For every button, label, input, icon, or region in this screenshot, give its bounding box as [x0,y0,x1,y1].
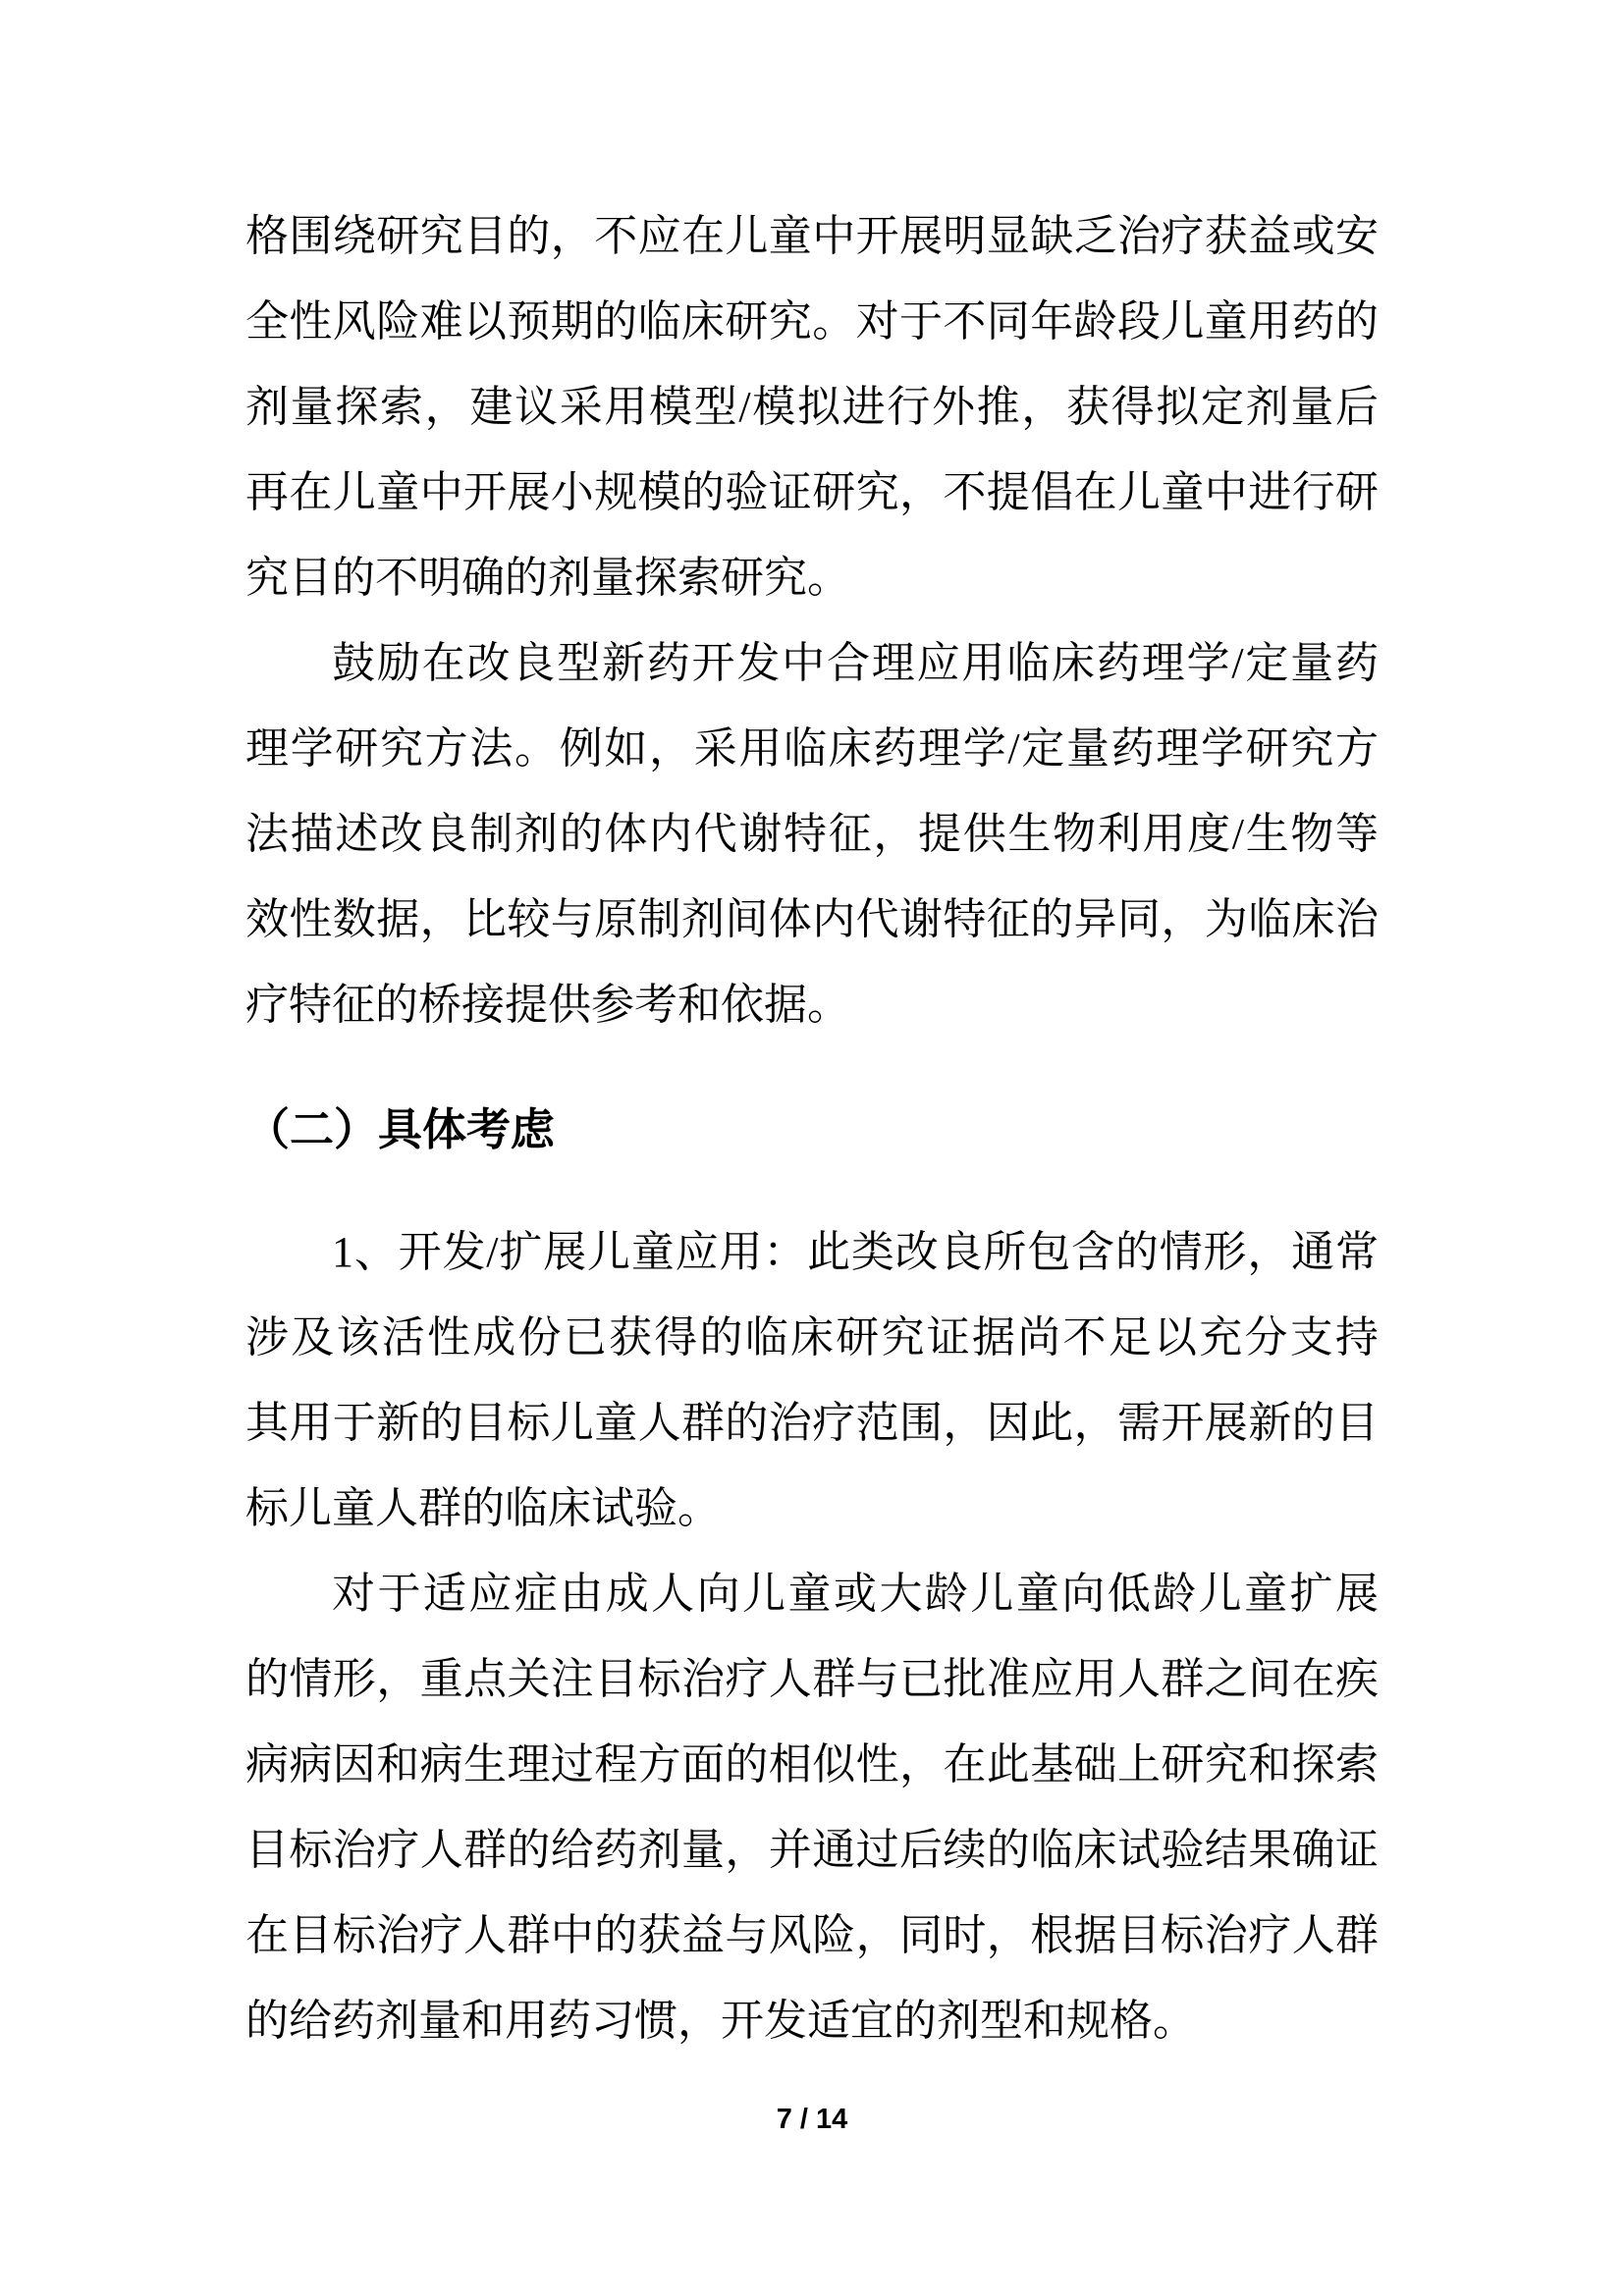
text-line: 格围绕研究目的，不应在儿童中开展明显缺乏治疗获益或安 [245,212,1379,260]
text-line: 鼓励在改良型新药开发中合理应用临床药理学/定量药 [332,639,1379,687]
text-line: 效性数据，比较与原制剂间体内代谢特征的异同，为临床治 [245,895,1379,943]
section-heading: （二）具体考虑 [245,1104,556,1154]
text-line: 涉及该活性成份已获得的临床研究证据尚不足以充分支持 [245,1313,1379,1362]
text-line: 其用于新的目标儿童人群的治疗范围，因此，需开展新的目 [245,1399,1379,1447]
text-line: 对于适应症由成人向儿童或大龄儿童向低龄儿童扩展 [332,1570,1379,1618]
text-line: 病病因和病生理过程方面的相似性，在此基础上研究和探索 [245,1740,1379,1789]
text-line: 目标治疗人群的给药剂量，并通过后续的临床试验结果确证 [245,1826,1379,1874]
text-line: 法描述改良制剂的体内代谢特征，提供生物利用度/生物等 [245,810,1379,858]
text-line: 究目的不明确的剂量探索研究。 [245,554,850,602]
text-line: 的情形，重点关注目标治疗人群与已批准应用人群之间在疾 [245,1655,1379,1703]
text-line: 的给药剂量和用药习惯，开发适宜的剂型和规格。 [245,1997,1196,2045]
body-text [245,193,1379,2063]
text-line: 全性风险难以预期的临床研究。对于不同年龄段儿童用药的 [245,297,1379,346]
text-line: 剂量探索，建议采用模型/模拟进行外推，获得拟定剂量后 [245,383,1379,431]
text-line: 在目标治疗人群中的获益与风险，同时，根据目标治疗人群 [245,1911,1379,1959]
text-line: 标儿童人群的临床试验。 [245,1484,721,1532]
page-number: 7 / 14 [776,2104,848,2135]
text-line: 理学研究方法。例如，采用临床药理学/定量药理学研究方 [245,724,1379,773]
text-line: 1、开发/扩展儿童应用：此类改良所包含的情形，通常 [332,1228,1379,1276]
text-line: 再在儿童中开展小规模的验证研究，不提倡在儿童中进行研 [245,468,1379,516]
text-line: 疗特征的桥接提供参考和依据。 [245,981,850,1029]
